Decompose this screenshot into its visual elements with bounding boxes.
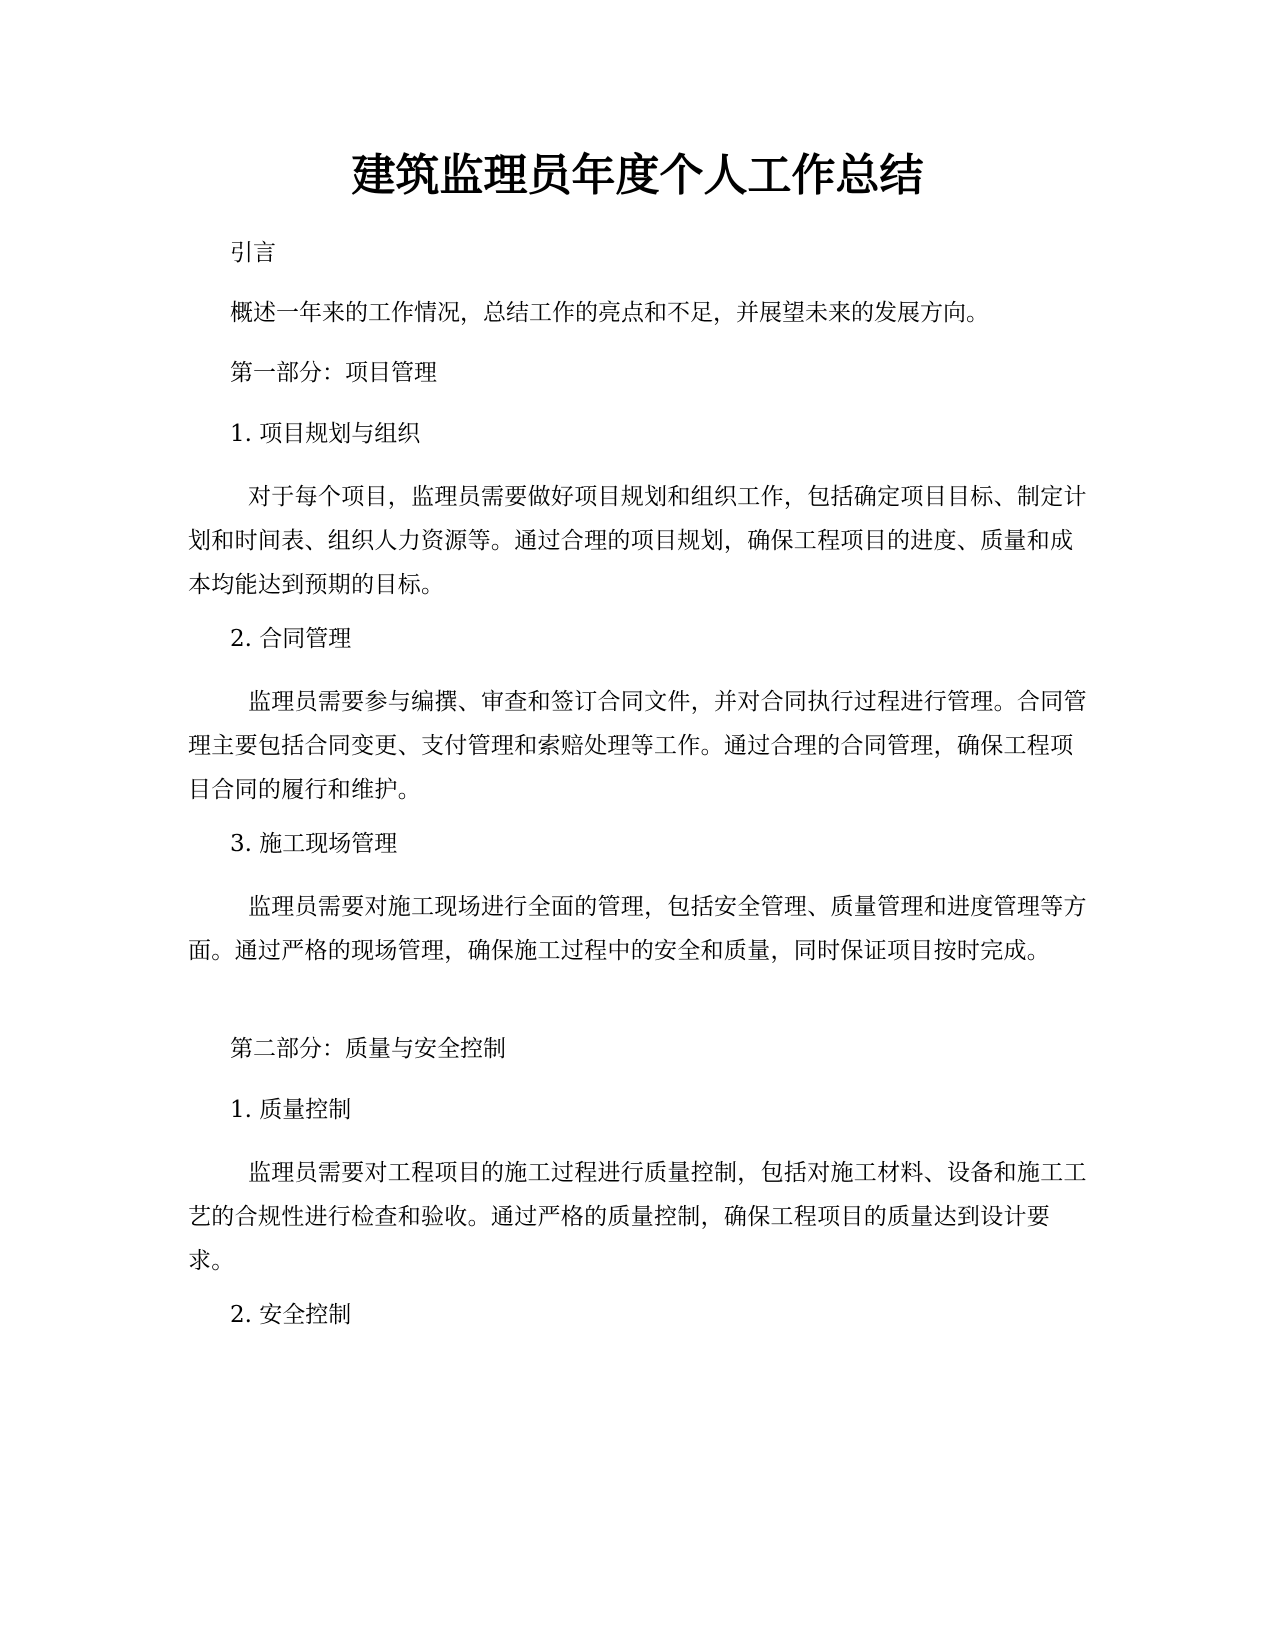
section-heading: 1. 质量控制 [230, 1097, 352, 1123]
section-heading: 2. 安全控制 [230, 1302, 352, 1328]
section-heading: 2. 合同管理 [230, 626, 352, 652]
part1-heading: 第一部分：项目管理 [230, 360, 437, 386]
part2-heading: 第二部分：质量与安全控制 [230, 1036, 506, 1062]
intro-text: 概述一年来的工作情况，总结工作的亮点和不足，并展望未来的发展方向。 [230, 300, 989, 326]
section-paragraph: 对于每个项目，监理员需要做好项目规划和组织工作，包括确定项目目标、制定计划和时间表、组织人力资源等。通过合理的项目规划，确保工程项目的进度、质量和成本均能达到预期的目标。 [188, 484, 1087, 598]
section-paragraph: 监理员需要对施工现场进行全面的管理，包括安全管理、质量管理和进度管理等方面。通过严格的现场管理，确保施工过程中的安全和质量，同时保证项目按时完成。 [188, 894, 1087, 964]
section-heading: 1. 项目规划与组织 [230, 421, 421, 447]
section-paragraph: 监理员需要对工程项目的施工过程进行质量控制，包括对施工材料、设备和施工工艺的合规性进行检查和验收。通过严格的质量控制，确保工程项目的质量达到设计要求。 [188, 1160, 1087, 1274]
section-heading: 3. 施工现场管理 [230, 831, 398, 857]
document-title: 建筑监理员年度个人工作总结 [351, 150, 924, 201]
section-paragraph: 监理员需要参与编撰、审查和签订合同文件，并对合同执行过程进行管理。合同管理主要包括合同变更、支付管理和索赔处理等工作。通过合理的合同管理，确保工程项目合同的履行和维护。 [188, 689, 1087, 803]
intro-heading: 引言 [230, 240, 276, 266]
